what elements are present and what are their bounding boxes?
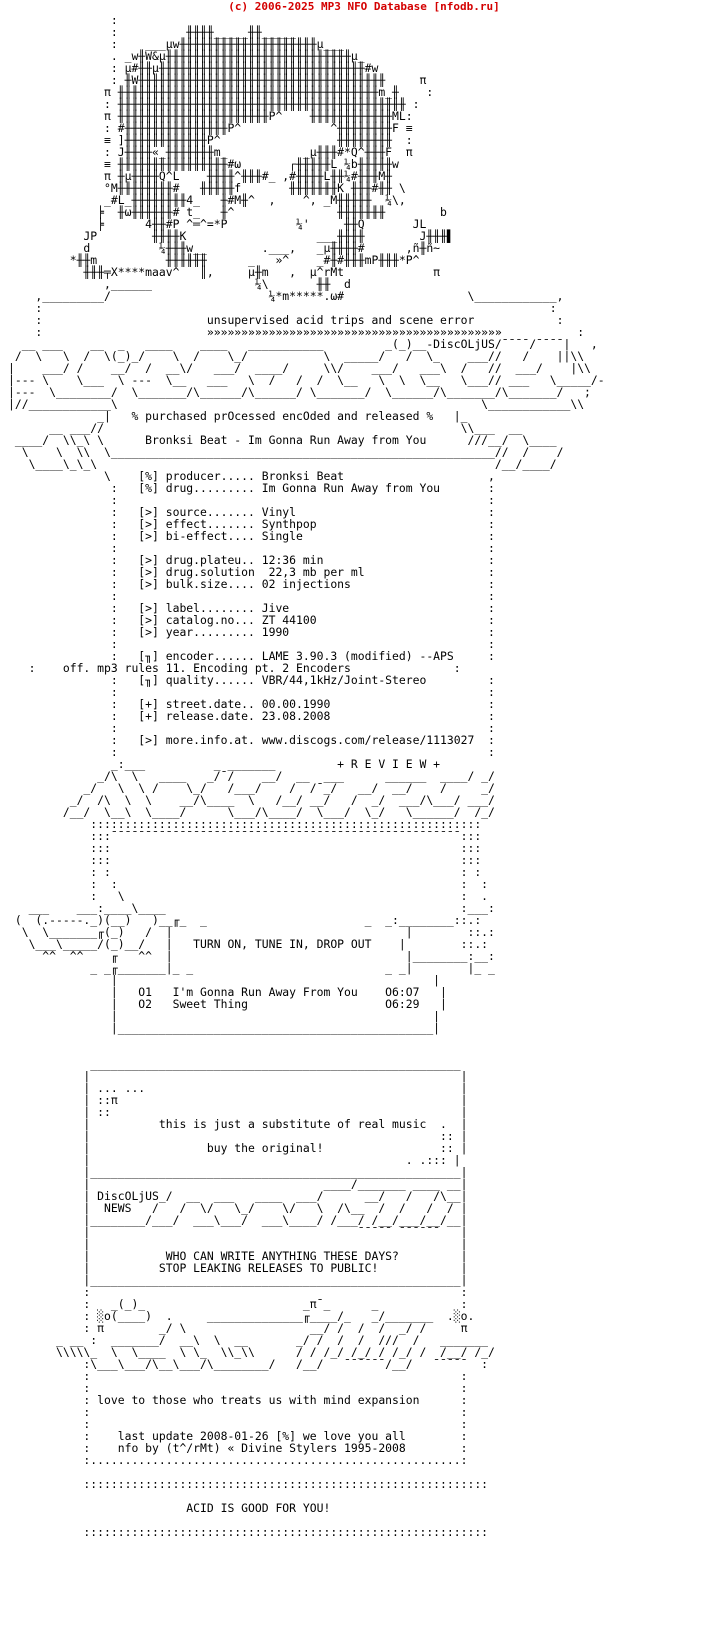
nfo-line: : : xyxy=(8,637,495,651)
nfo-line: : [╖] encoder...... LAME 3.90.3 (modified) --APS : xyxy=(8,649,495,663)
nfo-line: : ╫W╫╫╫╫╫╫╫╫╫╫╫╫╫╫╫╫╫╫╫╫╫╫╫╫╫╫╫╫╫╫╫╫╫╫╫╫ π xyxy=(8,73,427,87)
nfo-line: °M╫╫╫╫╫╫╫╫# ╫╫╫╫╫f ╫╫╫╫╫╫╫K ╫╫╫#╫╫ \ xyxy=(8,181,406,195)
nfo-line: ____/ \\_\ \ Bronksi Beat - Im Gonna Run Away from You ///__/ \____ xyxy=(8,433,557,447)
nfo-line: _ _╓_______|_ _ _ _| |_ _ xyxy=(8,961,495,975)
nfo-line: ::: ::: xyxy=(8,841,482,855)
nfo-line: ╫╫╫╤X****maav^ ║, μ╫m , μ^rMt π xyxy=(8,265,441,279)
nfo-line: : [>] label........ Jive : xyxy=(8,601,495,615)
nfo-line: ≡ ]╫╫╫╫╫╫╫╫╫╫╫╫P^ ╫╫╫╫╫╫╫╫ : xyxy=(8,133,413,147)
nfo-line: : : xyxy=(8,1381,468,1395)
nfo-line: ::::::::::::::::::::::::::::::::::::::::::::::::::::::::::: xyxy=(8,1525,489,1539)
nfo-line: : : : : xyxy=(8,865,482,879)
nfo-line: : ╫╫╫╫╫╫╫╫╫╫╫╫╫╫╫╫╫╫╫╫╫╫╫╫╫╫╫╫╫╫╫╫╫╫╫╫╫╫╫╫╫╫ : xyxy=(8,97,420,111)
nfo-line: _#L_╫╫╫╫╫╫╫╫4_ ╫#M╫^ , ^, _M╫╫╫╫╫ ¼\, xyxy=(8,193,406,207)
nfo-line: _/\ \ ____ _/¯/ __/ __ ___ ______ ____/ _/ xyxy=(8,769,495,783)
nfo-line: | buy the original! :: | xyxy=(8,1141,468,1155)
nfo-line: | ... ... | xyxy=(8,1081,468,1095)
nfo-line: ______________________________________________________ xyxy=(8,1057,461,1071)
nfo-line: | WHO CAN WRITE ANYTHING THESE DAYS? | xyxy=(8,1249,468,1263)
nfo-line: : π _/ \ __/ / / / _/ / π xyxy=(8,1321,468,1335)
nfo-line: : : xyxy=(8,721,495,735)
nfo-line: : J╫╫╫╫«_╫╫╫╫╫╫╫m_ _μ╫╫╫#*Q^╫╫╫F π xyxy=(8,145,413,159)
nfo-line: \___\_____/(_)__/ | TURN ON, TUNE IN, DROP OUT | ::.: xyxy=(8,937,489,951)
nfo-line: π ╫μ╫╫╫╫Q^L ╫╫╫╫^╫╫╫#_ ,#╫╫╫╫L╫╫¼#╫╫╫M╫ xyxy=(8,169,393,183)
nfo-line: _/ /\ \ \ __/\____ \ /__/ __/ / _/ ___/\___/ ___/ xyxy=(8,793,495,807)
nfo-line: |______________________________________________________| xyxy=(8,1165,468,1179)
nfo-line: | NEWS / / \/ \_/ \/ \ /\__ / / / / | xyxy=(8,1201,468,1215)
nfo-line: _| % purchased prOcessed encOded and released % |_ xyxy=(8,409,468,423)
nfo-line: :::¯¯¯¯¯¯¯¯¯¯¯¯¯¯¯¯¯¯¯¯¯¯¯¯¯¯¯¯¯¯¯¯¯¯¯¯¯¯¯¯¯¯¯¯¯¯¯¯¯¯¯::: xyxy=(8,829,482,843)
nfo-line: : [╖] quality...... VBR/44,1kHz/Joint-Stereo : xyxy=(8,673,495,687)
nfo-line: : : xyxy=(8,1417,468,1431)
nfo-line: |--- \ \___ \ --- \__ ___ \ / / / \__ \ \ \__ \___// ___ \_____/- xyxy=(8,373,605,387)
nfo-line: : [>] drug.plateu.. 12:36 min : xyxy=(8,553,495,567)
nfo-line: ___ ___:____\____ :___: xyxy=(8,901,495,915)
nfo-line: : \ : . xyxy=(8,889,489,903)
nfo-line: : ░o(____) . ______________╓____/_ _/_______ .░o. xyxy=(8,1309,475,1323)
nfo-line: : : xyxy=(8,1369,468,1383)
nfo-line: : : xyxy=(8,541,495,555)
nfo-line: | . .::: | xyxy=(8,1153,461,1167)
nfo-line: __ ___// \\___ __ xyxy=(8,421,523,435)
nfo-line: : : xyxy=(8,685,495,699)
nfo-line: : »»»»»»»»»»»»»»»»»»»»»»»»»»»»»»»»»»»»»»»»»»» : xyxy=(8,325,585,339)
nfo-line: _:___ _ _______ + R E V I E W + xyxy=(8,757,441,771)
nfo-line: : nfo by (t^/rMt) « Divine Stylers 1995-2008 : xyxy=(8,1441,468,1455)
nfo-line: . _w╫W&μ╫╫╫╫╫╫╫╫╫╫╫╫╫╫╫╫╫╫╫╫╫╫╫╫╫╫╫μ_ xyxy=(8,49,365,63)
nfo-line: _ __ : _______/ __\ \ __ _/ / / / /// / _______ xyxy=(8,1333,489,1347)
nfo-line: : [>] year......... 1990 : xyxy=(8,625,495,639)
nfo-line: |//____________\ \____________\\ xyxy=(8,397,585,411)
nfo-line: | this is just a substitute of real music . | xyxy=(8,1117,468,1131)
nfo-line: | ___/ / __/ / __\/ ___/ ____/ \\/ ___/ ___\ / // ___/ |\\ xyxy=(8,361,591,375)
nfo-line: : : xyxy=(8,301,557,315)
nfo-line: |--- \________/ \_______/\______/\______/ \_______/ \______/\_______/\_______/ ; xyxy=(8,385,591,399)
nfo-line: : [>] bulk.size.... 02 injections : xyxy=(8,577,495,591)
nfo-line: : [>] bi-effect.... Single : xyxy=(8,529,495,543)
nfo-line: : μ#╫╫μ╫╫╫╫╫╫╫╫╫╫╫╫╫╫╫╫╫╫╫╫╫╫╫╫╫╫╫╫╫╫#w xyxy=(8,61,379,75)
nfo-line: ^^ ^^ ╓ ^^ | |________:__: xyxy=(8,949,495,963)
nfo-line: | STOP LEAKING RELEASES TO PUBLIC! | xyxy=(8,1261,468,1275)
nfo-line: ::::::::::::::::::::::::::::::::::::::::::::::::::::::::: xyxy=(8,817,482,831)
nfo-line: ,_________/ ¼*m*****.ω# \____________, xyxy=(8,289,564,303)
nfo-line: JP ╫╫╫╫K ___╫╫╫╫ J╫╫╫▌ xyxy=(8,229,454,243)
nfo-line: : unsupervised acid trips and scene error : xyxy=(8,313,564,327)
nfo-line: π ╫╫╫╫╫╫╫╫╫╫╫╫╫╫╫╫╫╫╫╫╫╫P^ ╫╫╫╫╫╫╫╫╫╫╫╫ML: xyxy=(8,109,413,123)
nfo-line: ACID IS GOOD FOR YOU! xyxy=(8,1501,331,1515)
nfo-line: ╞ 4╫╫#P ^═^=*P ¼' ╫╫Q JL xyxy=(8,217,427,231)
nfo-line: |______________________________________________| xyxy=(8,1021,441,1035)
nfo-line: \ [%] producer..... Bronksi Beat , xyxy=(8,469,495,483)
nfo-line: : : : : xyxy=(8,877,489,891)
nfo-line: : ╫╫╫╫_____╫╫_____ xyxy=(8,25,297,39)
nfo-line: _/ \ \ / \_/ /___/ / /¯_/ __/ __/ / _/ xyxy=(8,781,495,795)
nfo-line: :......................................................: xyxy=(8,1453,468,1467)
nfo-line: | | xyxy=(8,1009,441,1023)
nfo-line: : [>] more.info.at. www.discogs.com/release/1113027 : xyxy=(8,733,495,747)
nfo-line: |________/___/ ___\___/ ___\____/ /___/ /__/___/__/__| xyxy=(8,1213,468,1227)
nfo-line: : #╫╫╫╫╫╫╫╫╫╫╫╫╫╫╫P^ ^╫╫╫╫╫╫╫╫F ≡ xyxy=(8,121,413,135)
nfo-line: __ ___ __ _ ____ ____ ___________ _(_)__-DiscOLjUS/¯¯¯¯/¯¯¯¯| , xyxy=(8,337,598,351)
nfo-line: : : xyxy=(8,745,495,759)
nfo-line: ╞ ╫ω╫╫╫╫╫╫# t_ ╫^ ╫╫╫╫╫╫╫ b xyxy=(8,205,447,219)
nfo-line: : : xyxy=(8,1405,468,1419)
nfo-line: : [+] release.date. 23.08.2008 : xyxy=(8,709,495,723)
nfo-line: : last update 2008-01-26 [%] we love you all : xyxy=(8,1429,468,1443)
nfo-line: ,______ ¼\ ╫╫ d xyxy=(8,277,351,291)
nfo-line: π ╫╫╫╫╫╫╫╫╫╫╫╫╫╫╫╫╫╫╫╫╫╫╫╫╫╫╫╫╫╫╫╫╫╫╫╫╫╫m_╫ : xyxy=(8,85,434,99)
nfo-line: | :: | xyxy=(8,1105,468,1119)
nfo-line: | | xyxy=(8,1069,468,1083)
nfo-line: : : xyxy=(8,493,495,507)
nfo-line: | | xyxy=(8,973,441,987)
nfo-line: \____\_\_\ /__/____/ xyxy=(8,457,557,471)
nfo-line: | O1 I'm Gonna Run Away From You O6:O7 | xyxy=(8,985,447,999)
nfo-ascii-text xyxy=(8,14,605,1538)
nfo-line: : [>] catalog.no... ZT 44100 : xyxy=(8,613,495,627)
nfo-line: | ::π | xyxy=(8,1093,468,1107)
nfodb-credit-header: (c) 2006-2025 MP3 NFO Database [nfodb.ru] xyxy=(228,0,500,13)
nfo-line: | ¯¯¯¯¯ ¯¯¯¯¯¯ | xyxy=(8,1225,468,1239)
nfo-line: / \ \ / \(_)_/ \ / \_/ \ _____/ / \_ ___// / ||\\ xyxy=(8,349,585,363)
nfo-line: : [>] effect....... Synthpop : xyxy=(8,517,495,531)
nfo-line: : [>] source....... Vinyl : xyxy=(8,505,495,519)
nfo-line: \ \_______╓(_) / | | ::.: xyxy=(8,925,495,939)
nfo-line: | | xyxy=(8,1237,468,1251)
nfo-line: : xyxy=(8,13,118,27)
nfo-line: : off. mp3 rules 11. Encoding pt. 2 Encoders : xyxy=(8,661,461,675)
nfo-line: : [>] drug.solution 22,3 mb per ml : xyxy=(8,565,495,579)
nfo-line: \ \ \\ \________________________________________________________// / / xyxy=(8,445,564,459)
nfo-line: : _(_)_ _π¯_ _ : xyxy=(8,1297,468,1311)
nfo-line: \\\\\_ \ \____ \ \_ \\_\\ / / /_/ /_/ / /_/ / /__/ /_/ xyxy=(8,1345,495,1359)
nfo-line: *╫╫m ╫╫╫╫╫╫ _ »^ _#╫#╫╫╫mP╫╫╫*P^ xyxy=(8,253,420,267)
nfo-line: | O2 Sweet Thing O6:29 | xyxy=(8,997,447,1011)
nfo-line: : [%] drug......... Im Gonna Run Away from You : xyxy=(8,481,495,495)
nfo-line: ( (.-----._)(__) )__╓_ _ _ _:________::.: xyxy=(8,913,482,927)
nfo-line: : [+] street.date.. 00.00.1990 : xyxy=(8,697,495,711)
nfo-line: : love to those who treats us with mind expansion : xyxy=(8,1393,468,1407)
nfo-line: /__/ \__\ \____/ \___/\____/ \___/ \_/ \______/ /_/ xyxy=(8,805,495,819)
nfo-line: ≡ ╫╫╫╫╫╫╫╫╫╫╫╫╫╫╫╫#ω ┌╫╫╫╫╫L ¼b╫╫╫╫╫w xyxy=(8,157,399,171)
nfo-line: |______________________________________________________| xyxy=(8,1273,468,1287)
nfo-line: :\___\___/\__\___/\________/ /__/ ¯¯¯¯¯¯/__/ ¯¯¯¯¯ : xyxy=(8,1357,489,1371)
nfo-line: | ____/_______ ____ __| xyxy=(8,1177,468,1191)
nfo-line: ::::::::::::::::::::::::::::::::::::::::::::::::::::::::::: xyxy=(8,1477,489,1491)
nfo-line: | :: | xyxy=(8,1129,468,1143)
nfo-line: | DiscOLjUS_/ __ ___ ____ ___/ __/ / /\__| xyxy=(8,1189,468,1203)
nfo-line: : : xyxy=(8,589,495,603)
nfo-line: : : xyxy=(8,1285,468,1299)
nfo-line: ::: ::: xyxy=(8,853,482,867)
nfo-line: : ___μw╫╫╫╫╫╫╫╫╫╫╫╫╫╫╫╫╫╫╫╫μ___ xyxy=(8,37,345,51)
nfo-line: d ¼╫╫╫w__ .___, _μ╫╫╫╫# ,ñ╫ñ~ xyxy=(8,241,441,255)
